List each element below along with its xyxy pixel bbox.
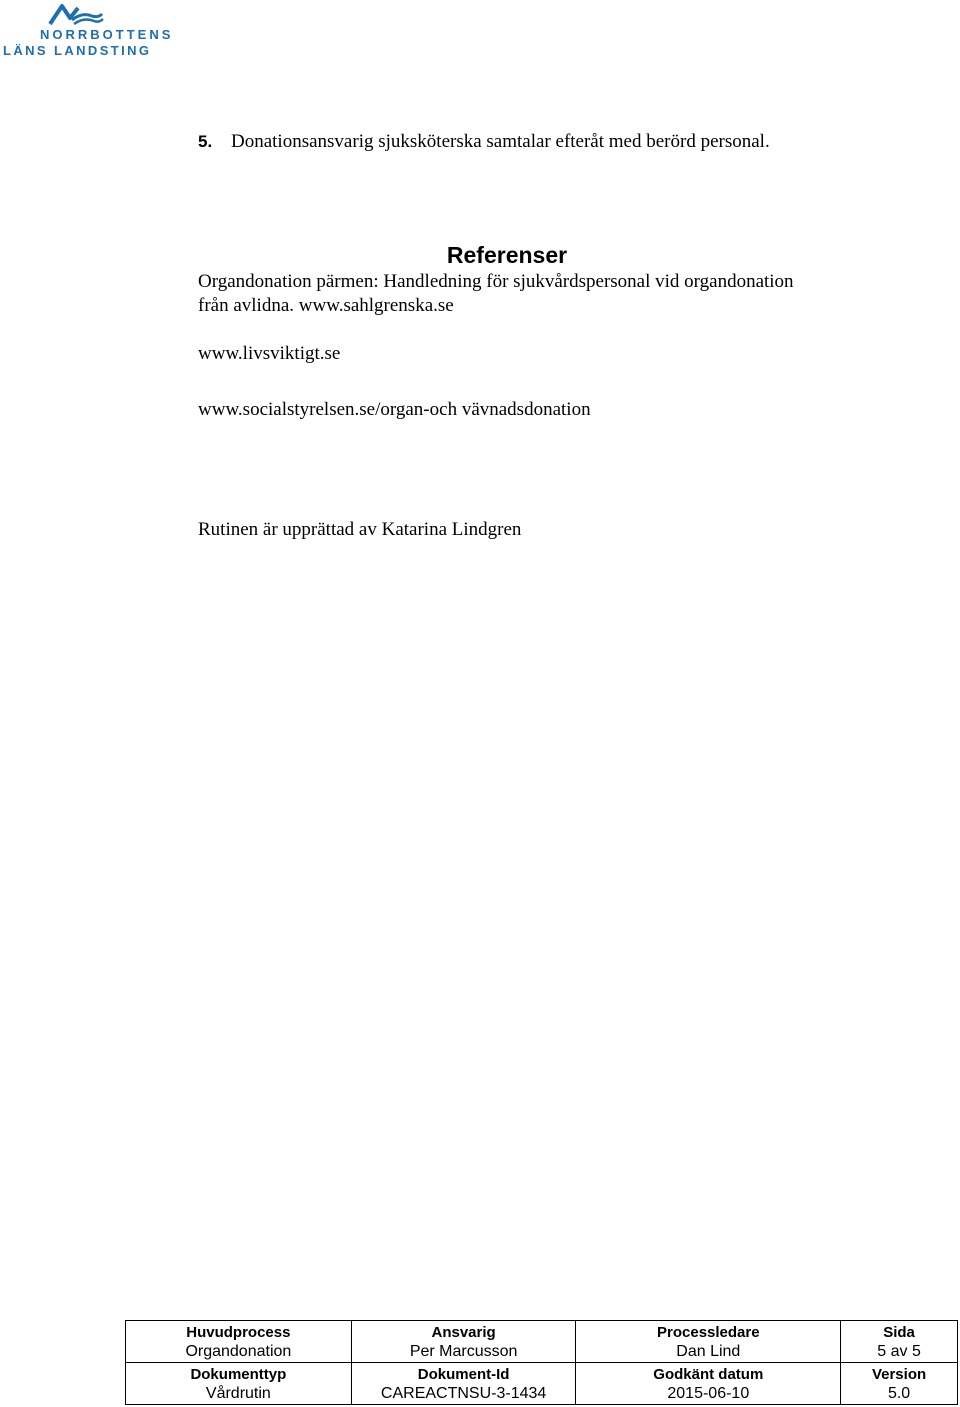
author-note: Rutinen är upprättad av Katarina Lindgren (198, 519, 522, 540)
footer-cell-version (841, 1363, 958, 1405)
footer-cell-huvudprocess (126, 1321, 352, 1363)
footer-cell-dokumenttyp (126, 1363, 352, 1405)
footer-label: Godkänt datum (653, 1366, 764, 1383)
footer-label: Dokument-Id (417, 1366, 510, 1383)
footer-label: Version (871, 1366, 927, 1383)
footer-cell-dokumentid (351, 1363, 576, 1405)
footer-cell-processledare (576, 1321, 841, 1363)
footer-value: Per Marcusson (409, 1343, 518, 1360)
footer-value: Dan Lind (676, 1343, 741, 1360)
footer-value: Organdonation (185, 1343, 292, 1360)
footer-label: Dokumenttyp (190, 1366, 287, 1383)
footer-label: Sida (883, 1324, 915, 1341)
footer-label: Huvudprocess (186, 1324, 291, 1341)
logo-text-line1: NORRBOTTENS (40, 27, 174, 42)
table-row (126, 1321, 958, 1363)
footer-value: CAREACTNSU-3-1434 (380, 1385, 547, 1402)
list-item-text: Donationsansvarig sjuksköterska samtalar efteråt med berörd personal. (231, 131, 770, 152)
organization-logo (0, 0, 174, 60)
reference-link: www.socialstyrelsen.se/organ-och vävnadsdonation (198, 399, 591, 420)
document-footer-table (125, 1320, 958, 1405)
logo-mark-icon (48, 2, 104, 26)
references-heading: Referenser (446, 242, 568, 268)
footer-cell-sida (841, 1321, 958, 1363)
footer-value: 5 av 5 (877, 1343, 921, 1360)
footer-label: Ansvarig (431, 1324, 496, 1341)
list-item (198, 131, 770, 153)
reference-link: www.livsviktigt.se (198, 343, 341, 364)
list-item-number: 5. (198, 132, 213, 151)
references-paragraph: Organdonation pärmen: Handledning för sjukvårdspersonal vid organdonation från avlidna. www.sahlgrenska.se (198, 271, 794, 316)
footer-value: Vårdrutin (205, 1385, 271, 1402)
footer-label: Processledare (657, 1324, 760, 1341)
footer-value: 5.0 (887, 1385, 911, 1402)
footer-cell-ansvarig (351, 1321, 576, 1363)
table-row (126, 1363, 958, 1405)
logo-text-line2: LÄNS LANDSTING (3, 43, 152, 58)
footer-value: 2015-06-10 (667, 1385, 750, 1402)
footer-cell-godkant-datum (576, 1363, 841, 1405)
